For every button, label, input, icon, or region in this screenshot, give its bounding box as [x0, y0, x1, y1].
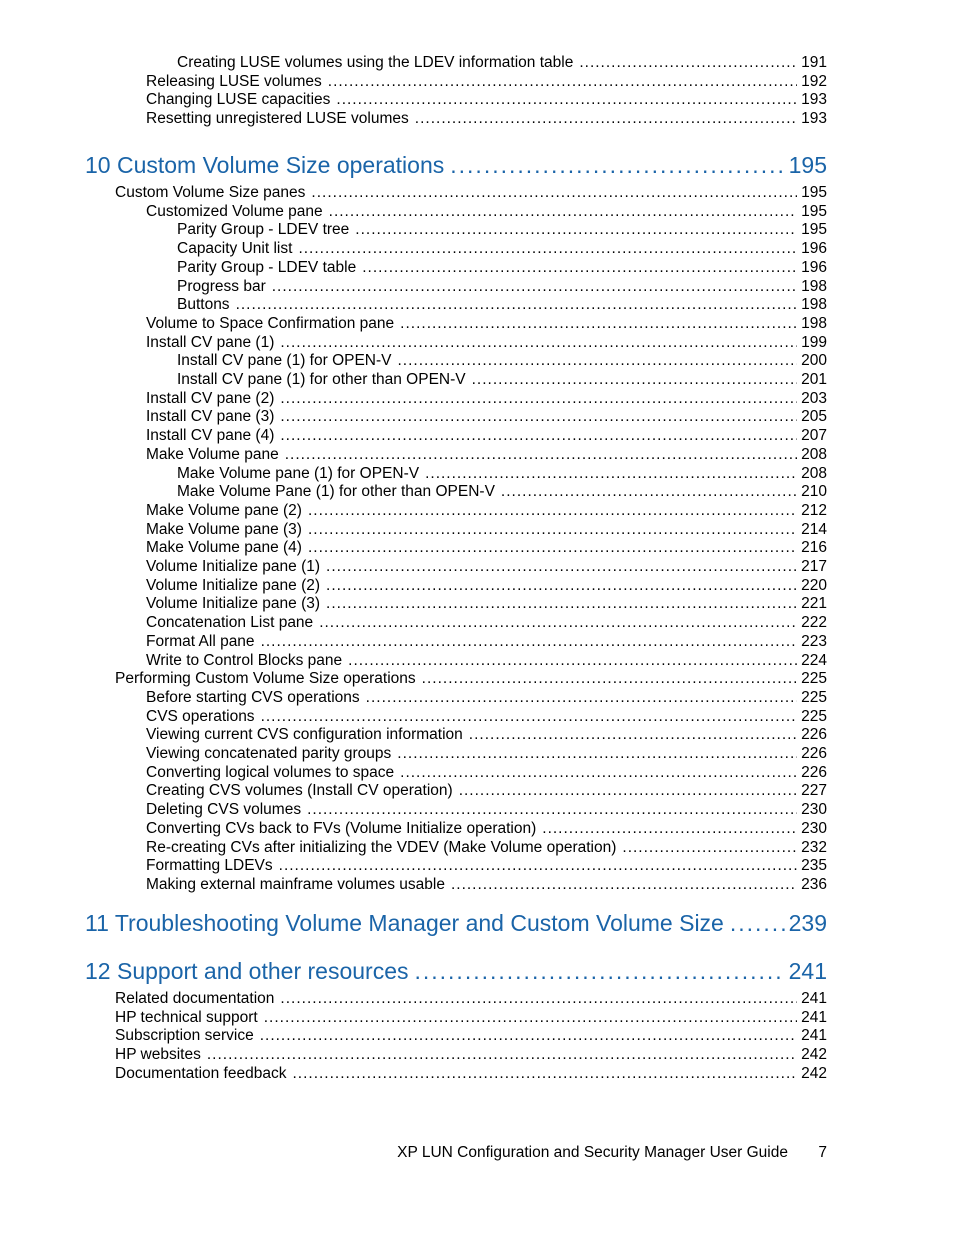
toc-entry-page[interactable]: 195	[801, 202, 827, 220]
toc-entry-title[interactable]: Make Volume pane (3)	[146, 520, 302, 538]
toc-entry-page[interactable]: 216	[801, 539, 827, 557]
toc-entry[interactable]	[146, 876, 827, 894]
toc-entry[interactable]	[146, 390, 827, 408]
dot-leader	[285, 446, 797, 464]
toc-entry[interactable]	[177, 259, 827, 277]
toc-entry-title[interactable]: Related documentation	[115, 990, 275, 1007]
toc-entry-page[interactable]: 226	[801, 763, 827, 781]
dot-leader	[336, 91, 797, 109]
toc-entry[interactable]	[177, 278, 827, 296]
toc-entry-page[interactable]: 241	[801, 990, 827, 1007]
dot-leader	[280, 390, 797, 408]
toc-entry-title[interactable]: Releasing LUSE volumes	[146, 72, 322, 90]
toc-entry-page[interactable]: 230	[801, 819, 827, 837]
dot-leader	[280, 334, 797, 352]
toc-entry-title[interactable]: Resetting unregistered LUSE volumes	[146, 110, 409, 128]
dot-leader	[415, 110, 797, 128]
toc-entry-title[interactable]: Install CV pane (4)	[146, 427, 275, 445]
toc-entry-title[interactable]: Deleting CVS volumes	[146, 801, 302, 819]
toc-entry-page[interactable]: 207	[801, 427, 827, 445]
toc-entry-title[interactable]: 10 Custom Volume Size operations	[85, 152, 445, 178]
toc-entry-title[interactable]: Concatenation List pane	[146, 614, 314, 632]
toc-entry-page[interactable]: 198	[801, 277, 827, 295]
dot-leader	[400, 315, 797, 333]
toc-entry-title[interactable]: Subscription service	[115, 1027, 254, 1045]
toc-entry-title[interactable]: Viewing current CVS configuration information	[146, 726, 463, 744]
toc-entry-title[interactable]: Re-creating CVs after initializing the VDEV (Make Volume operation)	[146, 838, 617, 856]
toc-entry[interactable]	[146, 521, 827, 539]
toc-entry[interactable]	[146, 708, 827, 726]
dot-leader	[326, 558, 797, 576]
toc-entry[interactable]	[146, 614, 827, 632]
toc-entry-page[interactable]: 217	[801, 558, 827, 575]
toc-entry-page[interactable]: 200	[801, 352, 827, 370]
dot-leader	[264, 1009, 797, 1027]
toc-entry-title[interactable]: Volume Initialize pane (1)	[146, 558, 321, 575]
dot-leader	[579, 54, 797, 72]
toc-entry-title[interactable]: Make Volume pane (2)	[146, 501, 302, 519]
toc-entry-page[interactable]: 195	[801, 184, 827, 201]
dot-leader	[261, 633, 798, 651]
dot-leader	[328, 73, 797, 91]
dot-leader	[355, 221, 797, 239]
toc-entry-title[interactable]: Creating LUSE volumes using the LDEV information table	[177, 54, 574, 71]
toc-entry[interactable]	[177, 54, 827, 72]
toc-entry-title[interactable]: Install CV pane (1)	[146, 333, 275, 351]
toc-entry-title[interactable]: Performing Custom Volume Size operations	[115, 670, 416, 688]
dot-leader	[260, 1027, 797, 1045]
dot-leader	[292, 1065, 797, 1083]
toc-entry-page[interactable]: 235	[801, 857, 827, 875]
toc-entry[interactable]	[146, 764, 827, 782]
toc-entry-page[interactable]: 208	[801, 445, 827, 463]
toc-entry-page[interactable]: 198	[801, 314, 827, 332]
dot-leader	[329, 203, 797, 221]
toc-entry-page[interactable]: 192	[801, 72, 827, 90]
toc-entry-title[interactable]: Format All pane	[146, 632, 255, 650]
toc-entry-title[interactable]: HP technical support	[115, 1008, 258, 1026]
toc-entry[interactable]	[115, 1027, 827, 1045]
dot-leader	[400, 764, 797, 782]
toc-entry-page[interactable]: 208	[801, 464, 827, 482]
toc-entry[interactable]	[177, 371, 827, 389]
toc-entry-title[interactable]: Converting CVs back to FVs (Volume Initialize operation)	[146, 819, 537, 837]
toc-entry[interactable]	[146, 203, 827, 221]
dot-leader	[414, 957, 784, 985]
toc-entry-title[interactable]: Make Volume pane (1) for OPEN-V	[177, 464, 420, 482]
toc-entry-title[interactable]: CVS operations	[146, 707, 255, 725]
toc-entry-page[interactable]: 242	[801, 1064, 827, 1082]
toc-entry-title[interactable]: Parity Group - LDEV table	[177, 258, 357, 276]
toc-entry-title[interactable]: Customized Volume pane	[146, 202, 323, 220]
toc-entry[interactable]	[177, 483, 827, 501]
toc-entry[interactable]	[146, 857, 827, 875]
toc-entry-title[interactable]: Volume to Space Confirmation pane	[146, 314, 395, 332]
toc-entry[interactable]	[115, 670, 827, 688]
toc-entry-page[interactable]: 225	[801, 688, 827, 706]
toc-entry-page[interactable]: 191	[801, 54, 827, 71]
toc-entry[interactable]	[146, 334, 827, 352]
toc-entry-page[interactable]: 196	[801, 240, 827, 258]
dot-leader	[501, 483, 797, 501]
toc-entry-page[interactable]: 203	[801, 389, 827, 407]
dot-leader	[459, 782, 797, 800]
toc-chapter-entry[interactable]	[85, 957, 827, 985]
dot-leader	[308, 502, 797, 520]
dot-leader	[308, 521, 797, 539]
toc-entry-title[interactable]: Changing LUSE capacities	[146, 91, 331, 109]
toc-entry[interactable]	[146, 689, 827, 707]
toc-entry-page[interactable]: 205	[801, 408, 827, 426]
toc-entry-page[interactable]: 241	[801, 1027, 827, 1045]
toc-entry-title[interactable]: Make Volume pane (4)	[146, 539, 302, 557]
dot-leader	[422, 670, 797, 688]
toc-entry[interactable]	[177, 465, 827, 483]
toc-entry-title[interactable]: Make Volume pane	[146, 445, 279, 463]
toc-entry-page[interactable]: 230	[801, 801, 827, 819]
toc-entry[interactable]	[115, 1009, 827, 1027]
toc-entry[interactable]	[146, 502, 827, 520]
toc-entry[interactable]	[177, 352, 827, 370]
dot-leader	[236, 296, 798, 314]
toc-entry-title[interactable]: HP websites	[115, 1046, 201, 1064]
toc-entry[interactable]	[146, 539, 827, 557]
toc-entry-page[interactable]: 214	[801, 520, 827, 538]
toc-entry-title[interactable]: Volume Initialize pane (3)	[146, 595, 321, 613]
toc-entry[interactable]	[146, 839, 827, 857]
toc-entry-page[interactable]: 239	[788, 910, 827, 936]
toc-entry-title[interactable]: Making external mainframe volumes usable	[146, 875, 445, 893]
footer-document-title: XP LUN Configuration and Security Manager User Guide	[397, 1144, 788, 1161]
toc-entry-title[interactable]: Converting logical volumes to space	[146, 763, 395, 781]
toc-entry[interactable]	[115, 990, 827, 1008]
dot-leader	[398, 352, 798, 370]
toc-entry-title[interactable]: Creating CVS volumes (Install CV operation)	[146, 782, 453, 800]
toc-entry-page[interactable]: 232	[801, 838, 827, 856]
toc-entry-page[interactable]: 193	[801, 110, 827, 128]
toc-entry[interactable]	[146, 801, 827, 819]
dot-leader	[469, 726, 797, 744]
dot-leader	[362, 259, 797, 277]
dot-leader	[319, 614, 797, 632]
dot-leader	[261, 708, 798, 726]
toc-entry[interactable]	[115, 184, 827, 202]
toc-entry[interactable]	[146, 315, 827, 333]
toc-entry-title[interactable]: Make Volume Pane (1) for other than OPEN-V	[177, 483, 495, 501]
toc-entry-page[interactable]: 198	[801, 296, 827, 314]
dot-leader	[542, 820, 797, 838]
dot-leader	[326, 577, 797, 595]
toc-entry-title[interactable]: Buttons	[177, 296, 230, 314]
toc-entry-page[interactable]: 224	[801, 651, 827, 669]
toc-entry-title[interactable]: Formatting LDEVs	[146, 857, 273, 875]
toc-entry-page[interactable]: 199	[801, 333, 827, 351]
dot-leader	[397, 745, 797, 763]
toc-entry-page[interactable]: 236	[801, 875, 827, 893]
toc-entry-page[interactable]: 227	[801, 782, 827, 800]
dot-leader	[272, 278, 797, 296]
toc-entry-page[interactable]: 225	[801, 670, 827, 688]
toc-entry-page[interactable]: 195	[788, 152, 827, 178]
toc-entry-title[interactable]: Documentation feedback	[115, 1064, 287, 1082]
toc-entry[interactable]	[146, 782, 827, 800]
toc-entry-page[interactable]: 242	[801, 1046, 827, 1064]
dot-leader	[730, 909, 785, 937]
dot-leader	[450, 151, 784, 179]
toc-entry[interactable]	[146, 91, 827, 109]
dot-leader	[311, 184, 797, 202]
toc-entry[interactable]	[146, 427, 827, 445]
toc-entry-page[interactable]: 225	[801, 707, 827, 725]
dot-leader	[425, 465, 797, 483]
toc-entry-title[interactable]: Install CV pane (3)	[146, 408, 275, 426]
toc-entry-title[interactable]: Progress bar	[177, 277, 266, 295]
toc-entry[interactable]	[146, 446, 827, 464]
toc-entry-page[interactable]: 223	[801, 632, 827, 650]
toc-entry-title[interactable]: Write to Control Blocks pane	[146, 651, 343, 669]
toc-entry[interactable]	[146, 745, 827, 763]
toc-entry[interactable]	[146, 110, 827, 128]
toc-entry-title[interactable]: 11 Troubleshooting Volume Manager and Custom Volume Size	[85, 910, 724, 936]
dot-leader	[622, 839, 797, 857]
dot-leader	[280, 427, 797, 445]
toc-entry[interactable]	[177, 221, 827, 239]
toc-entry[interactable]	[146, 595, 827, 613]
toc-entry[interactable]	[146, 558, 827, 576]
toc-entry-title[interactable]: Custom Volume Size panes	[115, 184, 306, 201]
toc-entry-title[interactable]: Volume Initialize pane (2)	[146, 576, 321, 594]
dot-leader	[279, 857, 797, 875]
toc-entry-page[interactable]: 201	[801, 371, 827, 388]
toc-entry-title[interactable]: Capacity Unit list	[177, 240, 293, 258]
toc-entry-page[interactable]: 241	[801, 1008, 827, 1026]
toc-entry[interactable]	[146, 652, 827, 670]
toc-entry-page[interactable]: 226	[801, 745, 827, 762]
toc-entry-page[interactable]: 220	[801, 576, 827, 594]
toc-entry-page[interactable]: 212	[801, 501, 827, 519]
toc-entry-title[interactable]: Install CV pane (1) for other than OPEN-V	[177, 371, 466, 388]
dot-leader	[298, 240, 797, 258]
dot-leader	[326, 595, 797, 613]
toc-entry-page[interactable]: 193	[801, 91, 827, 109]
dot-leader	[207, 1046, 797, 1064]
dot-leader	[308, 539, 797, 557]
toc-entry-page[interactable]: 226	[801, 726, 827, 744]
toc-entry-title[interactable]: Parity Group - LDEV tree	[177, 221, 350, 239]
dot-leader	[280, 990, 797, 1008]
toc-entry[interactable]	[146, 73, 827, 91]
toc-entry[interactable]	[115, 1046, 827, 1064]
toc-entry-page[interactable]: 210	[801, 483, 827, 501]
toc-entry-title[interactable]: Install CV pane (2)	[146, 389, 275, 407]
toc-entry-page[interactable]: 196	[801, 258, 827, 276]
toc-entry[interactable]	[146, 820, 827, 838]
toc-entry-page[interactable]: 241	[788, 958, 827, 984]
toc-entry-title[interactable]: Viewing concatenated parity groups	[146, 745, 392, 762]
toc-entry[interactable]	[146, 408, 827, 426]
dot-leader	[307, 801, 797, 819]
footer-page-number: 7	[818, 1144, 827, 1161]
toc-entry-title[interactable]: Install CV pane (1) for OPEN-V	[177, 352, 392, 370]
toc-entry-page[interactable]: 221	[801, 595, 827, 613]
dot-leader	[472, 371, 798, 389]
toc-chapter-entry[interactable]	[85, 909, 827, 937]
toc-entry[interactable]	[146, 577, 827, 595]
dot-leader	[451, 876, 797, 894]
toc-entry[interactable]	[115, 1065, 827, 1083]
dot-leader	[366, 689, 797, 707]
toc-entry-page[interactable]: 222	[801, 614, 827, 632]
toc-entry[interactable]	[177, 296, 827, 314]
dot-leader	[348, 652, 797, 670]
toc-entry-title[interactable]: Before starting CVS operations	[146, 688, 360, 706]
toc-entry-title[interactable]: 12 Support and other resources	[85, 958, 409, 984]
dot-leader	[280, 408, 797, 426]
toc-chapter-entry[interactable]	[85, 151, 827, 179]
toc-entry[interactable]	[146, 726, 827, 744]
toc-entry[interactable]	[177, 240, 827, 258]
toc-entry-page[interactable]: 195	[801, 221, 827, 239]
toc-entry[interactable]	[146, 633, 827, 651]
